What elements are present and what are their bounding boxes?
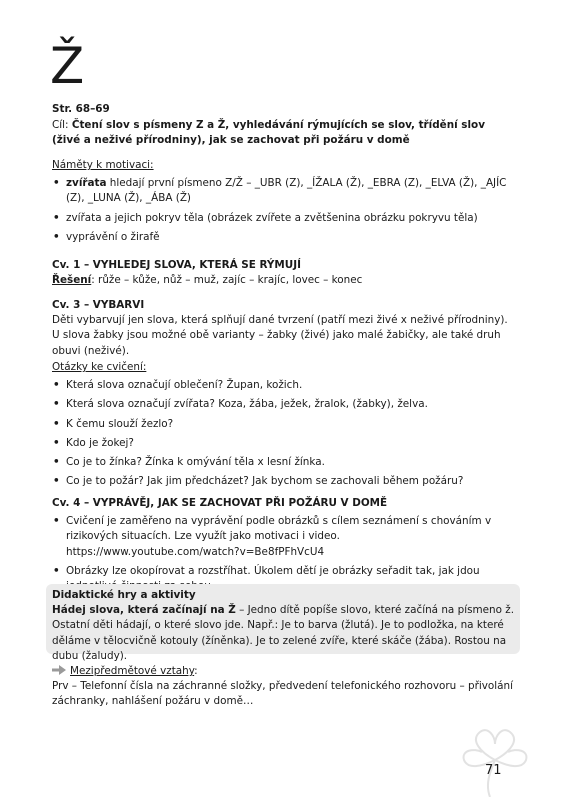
list-item: • Co je to žínka? Žínka k omývání těla x lesní žínka. bbox=[52, 455, 514, 470]
cross-curricular-text: Prv – Telefonní čísla na záchranné složky, předvedení telefonického rozhovoru – přivolání záchranky, nahlášení požáru v domě… bbox=[52, 680, 514, 708]
exercise-1-heading: Cv. 1 – VYHLEDEJ SLOVA, KTERÁ SE RÝMUJÍ bbox=[52, 259, 301, 271]
list-item: • Kdo je žokej? bbox=[52, 436, 514, 451]
list-item: • Která slova označují oblečení? Župan, kožich. bbox=[52, 378, 514, 393]
motivation-heading: Náměty k motivaci: bbox=[52, 159, 154, 171]
activities-heading: Didaktické hry a aktivity bbox=[52, 589, 196, 601]
page-number: 71 bbox=[485, 763, 502, 778]
activities-box bbox=[46, 584, 520, 662]
questions-section bbox=[52, 360, 514, 493]
questions-list bbox=[52, 378, 514, 489]
heading-letter: Ž bbox=[50, 37, 85, 95]
list-item: • zvířata a jejich pokryv těla (obrázek zvířete a zvětšenina obrázku pokryvu těla) bbox=[52, 211, 514, 226]
list-item: • Která slova označují zvířata? Koza, žába, ježek, žralok, (žabky), želva. bbox=[52, 397, 514, 412]
goal bbox=[52, 118, 514, 148]
cross-curricular-heading: Mezipředmětové vztahy: bbox=[52, 664, 514, 679]
cross-curricular-section bbox=[52, 664, 514, 710]
arrow-right-icon bbox=[52, 665, 66, 675]
motivation-list bbox=[52, 176, 514, 245]
clover-icon bbox=[450, 722, 540, 797]
list-item: • K čemu slouží žezlo? bbox=[52, 417, 514, 432]
questions-heading: Otázky ke cvičení: bbox=[52, 361, 147, 373]
goal-text: Čtení slov s písmeny Z a Ž, vyhledávání rýmujících se slov, třídění slov (živé a neživé přírodniny), jak se zachovat při požáru v domě bbox=[52, 119, 485, 147]
list-item: • Co je to požár? Jak jim předcházet? Jak bychom se zachovali během požáru? bbox=[52, 474, 514, 489]
list-item: • vyprávění o žirafě bbox=[52, 230, 514, 245]
exercise-4-heading: Cv. 4 – VYPRÁVĚJ, JAK SE ZACHOVAT PŘI POŽÁRU V DOMĚ bbox=[52, 497, 388, 509]
goal-label: Cíl: bbox=[52, 119, 72, 131]
activities-text: Hádej slova, která začínají na Ž – Jedno dítě popíše slovo, které začíná na písmeno ž. Ostatní děti hádají, o které slovo jde. Např.: Je to barva (žlutá). Je to podložka, na které děláme v tělocvičně kotouly (žíněnka). Je to zelené zvíře, které skáče (žába). Rostou na dubu (žaludy). bbox=[52, 604, 515, 662]
exercise-4-list bbox=[52, 514, 514, 594]
exercise-1-solution: Řešení: růže – kůže, nůž – muž, zajíc – krajíc, lovec – konec bbox=[52, 274, 363, 287]
exercise-3-section bbox=[52, 298, 514, 359]
list-item: • Obrázky lze okopírovat a rozstříhat. Úkolem dětí je obrázky seřadit tak, jak jdou bbox=[52, 564, 514, 594]
list-item: • Cvičení je zaměřeno na vyprávění podle obrázků s cílem seznámení s chováním v rizikových situacích. Lze využít jako motivaci i video. https://www.youtube.com/watch?v=Be8fPFhVcU4 bbox=[52, 514, 514, 560]
exercise-1-section bbox=[52, 258, 514, 288]
exercise-3-text: Děti vybarvují jen slova, která splňují dané tvrzení (patří mezi živé x neživé přírodniny). U slova žabky jsou možné obě varianty – žabky (živé) jako malé žabičky, ale také druh obuvi (neživé). bbox=[52, 314, 508, 357]
list-item: • zvířata hledají první písmeno Z/Ž – _UBR (Z), _ÍŽALA (Ž), _EBRA (Z), _ELVA (Ž), _AJÍC (Z), _LUNA (Ž), _ÁBA (Ž) bbox=[52, 176, 514, 206]
page-range: Str. 68–69 bbox=[52, 103, 110, 115]
exercise-4-section bbox=[52, 496, 514, 598]
exercise-3-heading: Cv. 3 – VYBARVI bbox=[52, 299, 145, 311]
motivation-section bbox=[52, 158, 514, 249]
